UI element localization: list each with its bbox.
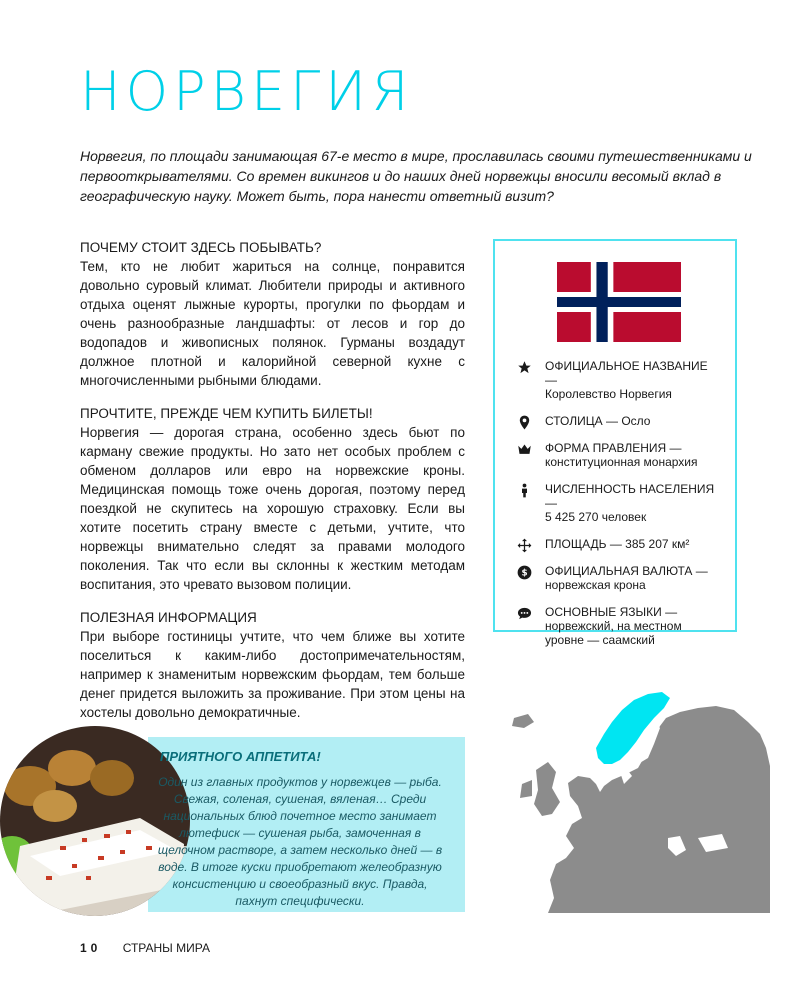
speech-bubble-icon — [517, 606, 532, 621]
fact-population — [517, 482, 717, 524]
fact-official-name-value: Королевство Норвегия — [545, 387, 672, 401]
section-text-before-tickets: Норвегия — дорогая страна, особенно здесь бьют по карману свежие продукты. Но зато нет особых проблем с обменом долларов или евро на норвежские кроны. Медицинская помощь тоже очень дорогая, поэтому перед поездкой не скупитесь на хорошую страховку. Если вы хотите посетить страну вместе с детьми, учтите, что норвежцы внимательно следят за правами молодого поколения. Так что если вы склонны к жестким методам воспитания, это чревато вызовом полиции. — [80, 425, 465, 592]
section-heading-useful-info: ПОЛЕЗНАЯ ИНФОРМАЦИЯ — [80, 610, 257, 625]
page-number: 10 — [80, 941, 102, 955]
fact-area-value: 385 207 км² — [625, 537, 690, 551]
facts-list — [517, 359, 717, 660]
norway-flag — [557, 262, 681, 342]
page-title: НОРВЕГИЯ — [80, 60, 414, 123]
dollar-coin-icon — [517, 565, 532, 580]
tip-text: Один из главных продуктов у норвежцев — рыба. Свежая, соленая, сушеная, вяленая… Среди национальных блюд почетное место занимает лютефиск — сушеная рыба, замоченная в щелочном растворе, а затем несколько дней — в воде. В итоге куски приобретают желеобразную консистенцию и своеобразный вкус. Правда, пахнут специфически. — [157, 775, 443, 908]
main-column — [80, 238, 465, 736]
fact-official-name — [517, 359, 717, 401]
tip-title: ПРИЯТНОГО АППЕТИТА! — [160, 749, 321, 764]
fact-area — [517, 537, 717, 551]
fact-languages-label: ОСНОВНЫЕ ЯЗЫКИ — — [545, 605, 678, 619]
fact-government-value: конституционная монархия — [545, 455, 698, 469]
section-text-why-visit: Тем, кто не любит жариться на солнце, понравится довольно суровый климат. Любители природы и активного отдыха оценят лыжные курорты, прогулки по фьордам и очень разнообразные ландшафты: от лесов и гор до водопадов и живописных полянок. Гурманы воздадут должное плотной и калорийной северной кухне с многочисленными рыбными блюдами. — [80, 259, 465, 388]
europe-map — [508, 688, 770, 913]
fact-currency-value: норвежская крона — [545, 578, 646, 592]
svg-text:$: $ — [521, 568, 528, 579]
fact-capital — [517, 414, 717, 428]
fact-area-label: ПЛОЩАДЬ — — [545, 537, 622, 551]
page-footer — [80, 941, 210, 955]
fact-government-label: ФОРМА ПРАВЛЕНИЯ — — [545, 441, 682, 455]
person-icon — [517, 483, 532, 498]
section-heading-before-tickets: ПРОЧТИТЕ, ПРЕЖДЕ ЧЕМ КУПИТЬ БИЛЕТЫ! — [80, 406, 373, 421]
section-text-useful-info: При выборе гостиницы учтите, что чем ближе вы хотите поселиться к каким-либо достопримечательностям, например к знаменитым норвежским фьордам, тем больше денег придется выложить за проживание. При этом цены на хостелы довольно демократичные. — [80, 629, 465, 720]
facts-box — [493, 239, 737, 647]
fact-languages-value: норвежский, на местном уровне — саамский — [545, 619, 682, 647]
arrows-move-icon — [517, 538, 532, 553]
fact-population-label: ЧИСЛЕННОСТЬ НАСЕЛЕНИЯ — — [545, 482, 715, 510]
star-icon — [517, 360, 532, 375]
intro-paragraph: Норвегия, по площади занимающая 67-е место в мире, прославилась своими путешественниками и первооткрывателями. Со времен викингов и до наших дней норвежцы вносили весомый вклад в географическую науку. Может быть, пора нанести ответный визит? — [80, 148, 752, 204]
fact-currency — [517, 564, 717, 592]
footer-section-label: СТРАНЫ МИРА — [122, 941, 210, 955]
fact-capital-value: Осло — [621, 414, 651, 428]
fact-government — [517, 441, 717, 469]
fact-population-value: 5 425 270 человек — [545, 510, 647, 524]
map-pin-icon — [517, 415, 532, 430]
fact-currency-label: ОФИЦИАЛЬНАЯ ВАЛЮТА — — [545, 564, 708, 578]
fact-capital-label: СТОЛИЦА — — [545, 414, 618, 428]
section-heading-why-visit: ПОЧЕМУ СТОИТ ЗДЕСЬ ПОБЫВАТЬ? — [80, 240, 322, 255]
crown-icon — [517, 442, 532, 457]
fact-official-name-label: ОФИЦИАЛЬНОЕ НАЗВАНИЕ — — [545, 359, 708, 387]
fact-languages — [517, 605, 717, 647]
